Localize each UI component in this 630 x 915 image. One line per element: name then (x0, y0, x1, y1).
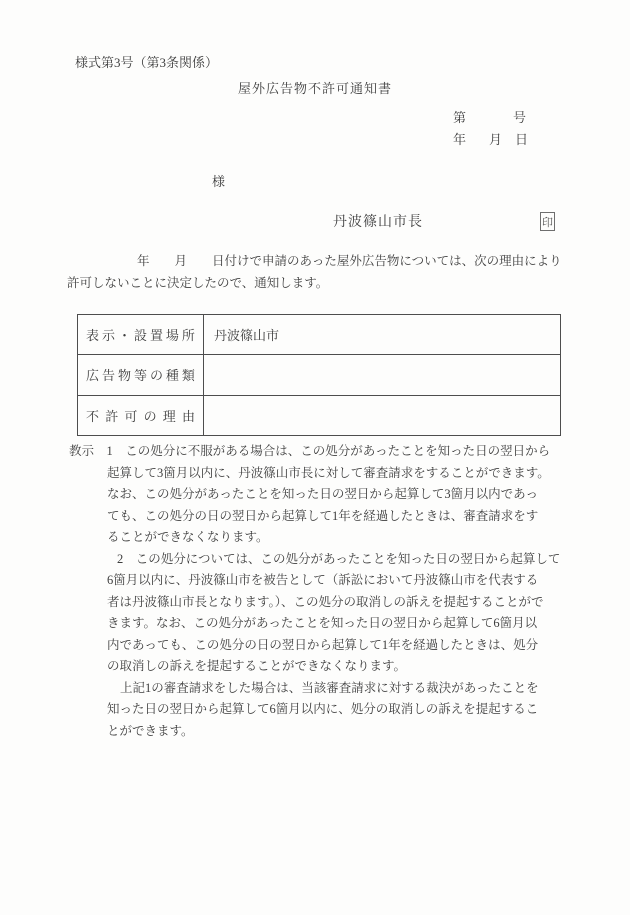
sender-title: 丹波篠山市長 (333, 215, 423, 230)
body-paragraph-line-1: 年 月 日付けで申請のあった屋外広告物については、次の理由により (137, 254, 562, 268)
kyoji-line: 知った日の翌日から起算して6箇月以内に、処分の取消しの訴えを提起するこ (107, 702, 539, 716)
kyoji-line: なお、この処分があったことを知った日の翌日から起算して3箇月以内であっ (107, 487, 539, 501)
doc-number-prefix: 第 (453, 110, 467, 125)
row-label-cell (78, 355, 204, 394)
row-label-display-location: 表 示 ・ 設 置 場 所 (86, 328, 195, 344)
seal-stamp: 印 (540, 212, 555, 231)
kyoji-line: ても、この処分の日の翌日から起算して1年を経過したときは、審査請求をす (107, 508, 539, 523)
recipient-honorific: 様 (212, 174, 226, 189)
kyoji-line: とができます。 (107, 723, 194, 738)
table-row (78, 315, 560, 355)
doc-number-suffix: 号 (513, 110, 527, 125)
row-value-refusal-reason (204, 396, 560, 435)
kyoji-line: ることができなくなります。 (107, 530, 269, 544)
kyoji-line: 者は丹波篠山市長となります。）、この処分の取消しの訴えを提起することがで (107, 594, 544, 609)
table-row (78, 396, 560, 435)
date-day-label: 日 (515, 132, 529, 147)
kyoji-line: 上記1の審査請求をした場合は、当該審査請求に対する裁決があったことを (120, 680, 539, 695)
kyoji-line: きます。なお、この処分があったことを知った日の翌日から起算して6箇月以 (107, 616, 538, 630)
document-title: 屋外広告物不許可通知書 (237, 81, 392, 96)
kyoji-line: 内であっても、この処分の日の翌日から起算して1年を経過したときは、処分 (107, 637, 539, 652)
table-row (78, 355, 560, 395)
row-label-ad-type: 広 告 物 等 の 種 類 (86, 368, 195, 384)
kyoji-line: 教示 1 この処分に不服がある場合は、この処分があったことを知った日の翌日から (69, 444, 551, 458)
kyoji-line: 2 この処分については、この処分があったことを知った日の翌日から起算して (117, 551, 561, 566)
row-value-ad-type (204, 355, 560, 394)
kyoji-line: 起算して3箇月以内に、丹波篠山市長に対して審査請求をすることができます。 (107, 465, 550, 480)
kyoji-instruction-block (0, 441, 630, 742)
kyoji-line: の取消しの訴えを提起することができなくなります。 (107, 659, 407, 673)
row-value-display-location: 丹波篠山市 (214, 328, 280, 344)
form-number: 様式第3号（第3条関係） (75, 55, 219, 70)
date-month-label: 月 (489, 132, 503, 147)
date-year-label: 年 (453, 132, 467, 147)
row-label-refusal-reason: 不 許 可 の 理 由 (86, 408, 195, 424)
row-label-cell (78, 396, 204, 435)
notice-table (77, 314, 561, 436)
kyoji-line: 6箇月以内に、丹波篠山市を被告として（訴訟において丹波篠山市を代表する (107, 573, 539, 587)
row-label-cell (78, 315, 204, 354)
body-paragraph-line-2: 許可しないことに決定したので、通知します。 (67, 276, 329, 290)
